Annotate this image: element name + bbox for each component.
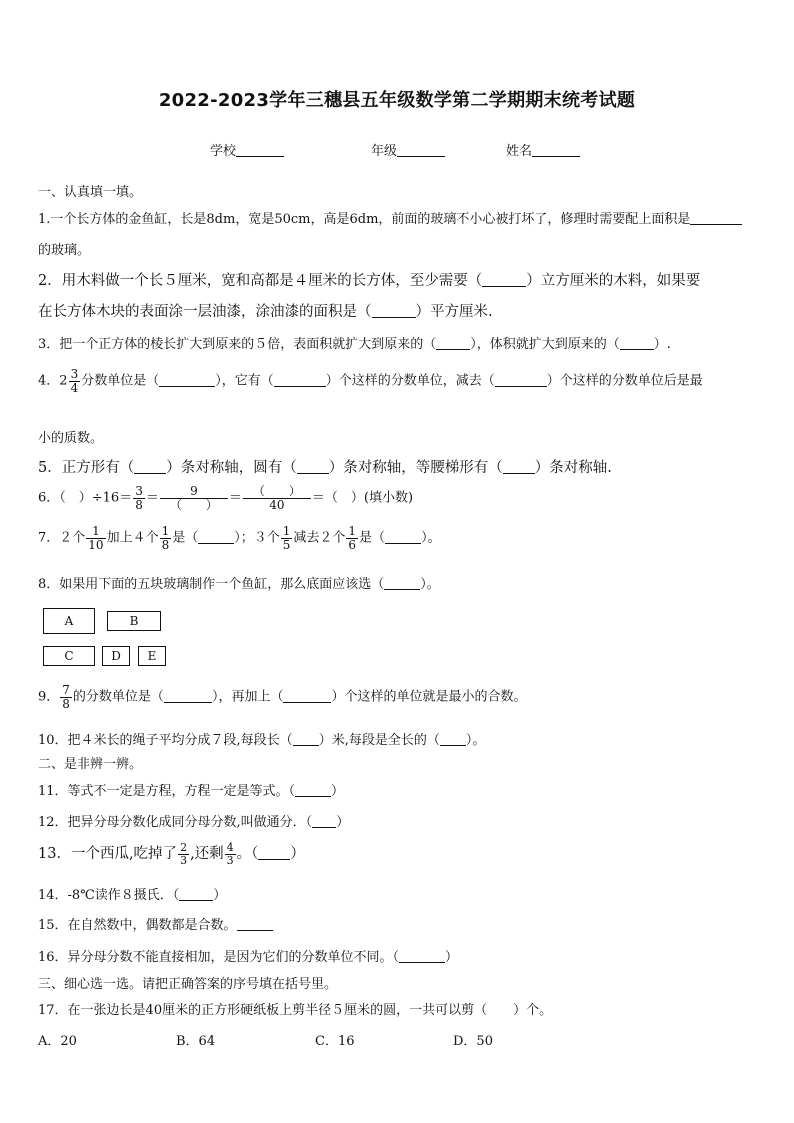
answer-blank[interactable] — [503, 459, 535, 475]
school-field[interactable]: 学校 — [210, 140, 284, 159]
answer-blank[interactable] — [384, 576, 420, 590]
answer-blank[interactable] — [385, 530, 421, 544]
answer-blank[interactable] — [436, 336, 470, 350]
grade-field[interactable]: 年级 — [371, 140, 445, 159]
section-3-heading: 三、细心选一选。请把正确答案的序号填在括号里。 — [38, 977, 338, 992]
choice-d[interactable]: D．50 — [453, 1034, 493, 1049]
choice-c[interactable]: C．16 — [315, 1034, 355, 1049]
answer-blank[interactable] — [399, 949, 445, 963]
fraction: $\frac{3}{4}$ — [70, 367, 79, 395]
answer-blank[interactable] — [312, 814, 336, 828]
answer-blank[interactable] — [295, 783, 331, 797]
answer-blank[interactable] — [258, 845, 290, 861]
answer-blank[interactable] — [293, 732, 319, 746]
fraction: $\frac{4}{3}$ — [226, 841, 234, 867]
glass-piece-a: A — [43, 608, 95, 634]
answer-blank[interactable] — [690, 211, 742, 225]
answer-blank[interactable] — [134, 459, 166, 475]
question-9: 9． $\frac{7}{8}$ 的分数单位是（ ），再加上（ ）个这样的单位就是最小的合数。 — [38, 683, 527, 711]
section-2-heading: 二、是非辨一辨。 — [38, 757, 143, 772]
answer-blank[interactable] — [274, 373, 326, 387]
answer-blank[interactable] — [179, 887, 213, 901]
fraction: $\frac{1}{8}$ — [161, 524, 170, 552]
question-4: 4．2 $\frac{3}{4}$ 分数单位是（ ），它有（ ）个这样的分数单位，减去（ ）个这样的分数单位后是最 — [38, 367, 703, 395]
choice-b[interactable]: B．64 — [176, 1034, 216, 1049]
question-11: 11．等式不一定是方程，方程一定是等式。（ ） — [38, 784, 345, 799]
fraction: $\frac{3}{8}$ — [135, 484, 143, 512]
choice-a[interactable]: A．20 — [38, 1034, 77, 1049]
fraction: $\frac{9}{( )}$ — [160, 485, 228, 511]
answer-blank[interactable] — [495, 373, 547, 387]
fraction: $\frac{1}{6}$ — [348, 524, 357, 552]
answer-blank[interactable] — [164, 689, 212, 703]
question-10: 10．把４米长的绳子平均分成７段,每段长（ ）米,每段是全长的（ ）。 — [38, 733, 486, 748]
fraction: $\frac{1}{10}$ — [88, 524, 104, 552]
question-4-cont: 小的质数。 — [38, 431, 104, 446]
answer-blank[interactable] — [283, 689, 331, 703]
question-12: 12．把异分母分数化成同分母分数,叫做通分．（ ） — [38, 815, 350, 830]
glass-piece-b: B — [107, 611, 161, 631]
question-15: 15．在自然数中，偶数都是合数。 — [38, 914, 273, 933]
glass-piece-c: C — [43, 646, 95, 666]
name-blank[interactable] — [532, 143, 580, 157]
school-blank[interactable] — [236, 143, 284, 157]
answer-blank[interactable] — [297, 459, 329, 475]
fraction: $\frac{2}{3}$ — [180, 841, 188, 867]
question-3: 3．把一个正方体的棱长扩大到原来的５倍，表面积就扩大到原来的（ ），体积就扩大到原来的（ ）. — [38, 337, 671, 352]
fraction: $\frac{1}{5}$ — [282, 524, 291, 552]
fraction: $\frac{7}{8}$ — [62, 683, 70, 711]
name-field[interactable]: 姓名 — [506, 140, 580, 159]
page-title: 2022-2023学年三穗县五年级数学第二学期期末统考试题 — [158, 90, 636, 111]
fraction: $\frac{( )}{40}$ — [243, 485, 311, 511]
question-5: 5．正方形有（ ）条对称轴，圆有（ ）条对称轴，等腰梯形有（ ）条对称轴. — [38, 460, 612, 476]
question-1: 1.一个长方体的金鱼缸，长是8dm，宽是50cm，高是6dm，前面的玻璃不小心被打坏了，修理时需要配上面积是 — [38, 208, 742, 227]
answer-blank[interactable] — [237, 917, 273, 931]
answer-blank[interactable] — [620, 336, 654, 350]
question-2-cont: 在长方体木块的表面涂一层油漆，涂油漆的面积是（ ）平方厘米. — [38, 304, 493, 320]
question-8: 8．如果用下面的五块玻璃制作一个鱼缸，那么底面应该选（ ）。 — [38, 577, 440, 592]
section-1-heading: 一、认真填一填。 — [38, 185, 143, 200]
question-7: 7．２个 $\frac{1}{10}$ 加上４个 $\frac{1}{8}$ 是（ ）；３个 $\frac{1}{5}$ 减去２个 $\frac{1}{6}$ 是（ ）。 — [38, 524, 441, 552]
answer-blank[interactable] — [440, 732, 466, 746]
question-6: 6．（ ）÷16＝ $\frac{3}{8}$ ＝ $\frac{9}{( )}$ ＝ $\frac{( )}{40}$ ＝（ ）(填小数) — [38, 484, 414, 512]
question-14: 14．-8℃读作８摄氏．（ ） — [38, 888, 227, 903]
question-2: 2．用木料做一个长５厘米，宽和高都是４厘米的长方体，至少需要（ ）立方厘米的木料，如果要 — [38, 273, 701, 289]
answer-blank[interactable] — [159, 373, 215, 387]
question-17: 17．在一张边长是40厘米的正方形硬纸板上剪半径５厘米的圆，一共可以剪（ ）个。 — [38, 1003, 553, 1018]
glass-piece-e: E — [138, 646, 166, 666]
question-13: 13．一个西瓜,吃掉了 $\frac{2}{3}$ ,还剩 $\frac{4}{3}$ 。（ ） — [38, 841, 305, 867]
question-16: 16．异分母分数不能直接相加，是因为它们的分数单位不同。（ ） — [38, 950, 459, 965]
answer-blank[interactable] — [482, 272, 526, 288]
grade-blank[interactable] — [397, 143, 445, 157]
glass-piece-d: D — [102, 646, 130, 666]
answer-blank[interactable] — [372, 303, 416, 319]
answer-blank[interactable] — [198, 530, 234, 544]
question-1-cont: 的玻璃。 — [38, 243, 91, 258]
